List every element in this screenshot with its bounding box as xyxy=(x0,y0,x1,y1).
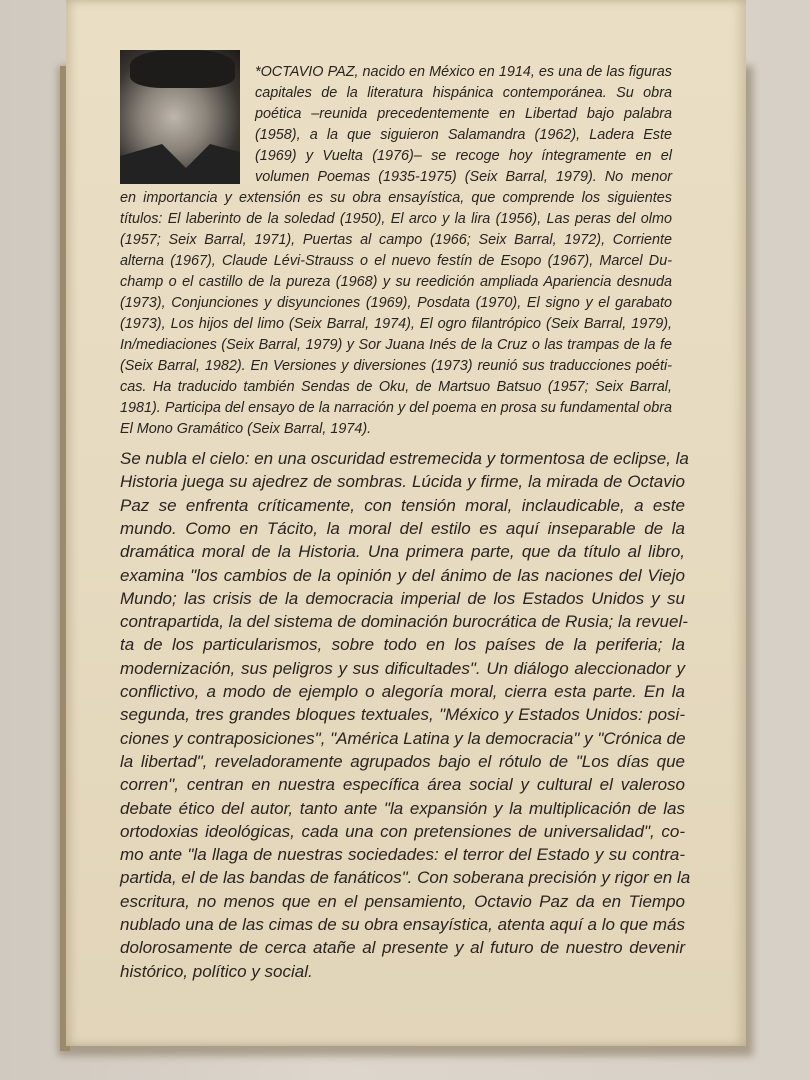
bio-line: El Mono Gramático (Seix Barral, 1974). xyxy=(120,421,372,437)
blurb-line: conflictivo, a modo de ejemplo o alegoría moral, cierra esta parte. En la xyxy=(120,682,685,701)
blurb-line: examina "los cambios de la opinión y del ánimo de las naciones del Viejo xyxy=(120,565,685,585)
bio-line: champ o el castillo de la pureza (1968) y su reedición ampliada Apariencia desnuda xyxy=(120,274,672,290)
blurb-line: escritura, no menos que en el pensamiento, Octavio Paz da en Tiempo xyxy=(120,891,685,911)
blurb-line: Mundo; las crisis de la democracia imperial de los Estados Unidos y su xyxy=(120,588,685,608)
bio-line: (1969) y Vuelta (1976)– se recoge hoy íntegramente en el xyxy=(255,148,672,164)
blurb-line: corren", centran en nuestra específica área social y cultural el valeroso xyxy=(120,775,685,795)
blurb-line: partida, el de las bandas de fanáticos". Con soberana precisión y rigor en la xyxy=(120,868,691,888)
blurb-line: histórico, político y social. xyxy=(120,961,313,981)
author-photo xyxy=(120,50,240,184)
blurb-line: Paz se enfrenta críticamente, con tensión moral, inclaudicable, a este xyxy=(120,495,685,515)
blurb-line: la libertad", reveladoramente agrupados bajo el rótulo de "Los días que xyxy=(120,751,685,771)
blurb-line: segunda, tres grandes bloques textuales, "México y Estados Unidos: posi- xyxy=(120,705,685,725)
photo-hair xyxy=(130,50,235,88)
blurb-line: ortodoxias ideológicas, cada una con pretensiones de universalidad", co- xyxy=(120,821,685,841)
bio-line: capitales de la literatura hispánica contemporánea. Su obra xyxy=(255,85,672,101)
blurb-line: ta de los particularismos, sobre todo en los países de la periferia; la xyxy=(120,635,685,655)
blurb-line: nublado una de las cimas de su obra ensayística, atenta aquí a lo que más xyxy=(120,915,685,934)
bio-line: In/mediaciones (Seix Barral, 1979) y Sor Juana Inés de la Cruz o las trampas de la fe xyxy=(120,337,672,353)
photo-shirt xyxy=(120,144,240,184)
blurb-line: ciones y contraposiciones", "América Latina y la democracia" y "Crónica de xyxy=(120,728,686,748)
blurb-line: debate ético del autor, tanto ante "la expansión y la multiplicación de las xyxy=(120,798,685,818)
bio-line: cas. Ha traducido también Sendas de Oku, de Martsuo Batsuo (1957; Seix Barral, xyxy=(120,379,672,395)
bio-line: en importancia y extensión es su obra ensayística, que comprende los siguientes xyxy=(120,190,672,206)
bio-line: poética –reunida precedentemente en Libertad bajo palabra xyxy=(255,106,672,122)
blurb-line: Historia juega su ajedrez de sombras. Lúcida y firme, la mirada de Octavio xyxy=(120,472,685,492)
bio-line: (Seix Barral, 1982). En Versiones y diversiones (1973) reunió sus traducciones poéti- xyxy=(120,358,672,374)
bio-line: alterna (1967), Claude Lévi-Strauss o el nuevo festín de Esopo (1967), Marcel Du- xyxy=(120,253,672,269)
blurb-line: mo ante "la llaga de nuestras sociedades: el terror del Estado y su contra- xyxy=(120,845,685,865)
bio-line: volumen Poemas (1935-1975) (Seix Barral, 1979). No menor xyxy=(255,169,672,185)
bio-line: títulos: El laberinto de la soledad (1950), El arco y la lira (1956), Las peras del olmo xyxy=(120,211,672,227)
bio-line: (1973), Conjunciones y disyunciones (1969), Posdata (1970), El signo y el garabato xyxy=(120,295,672,311)
blurb-line: dolorosamente de cerca atañe al presente y al futuro de nuestro devenir xyxy=(120,938,685,958)
blurb-line: contrapartida, la del sistema de dominación burocrática de Rusia; la revuel- xyxy=(120,612,688,632)
blurb-line: Se nubla el cielo: en una oscuridad estremecida y tormentosa de eclipse, la xyxy=(120,449,689,468)
blurb-line: mundo. Como en Tácito, la moral del estilo es aquí inseparable de la xyxy=(120,518,685,538)
bio-line: (1957; Seix Barral, 1971), Puertas al campo (1966; Seix Barral, 1972), Corriente xyxy=(120,232,672,248)
bio-line: 1981). Participa del ensayo de la narración y del poema en prosa su fundamental obra xyxy=(120,400,672,416)
bio-line: *OCTAVIO PAZ, nacido en México en 1914, es una de las figuras xyxy=(255,64,672,80)
blurb-line: dramática moral de la Historia. Una primera parte, que da título al libro, xyxy=(120,542,685,562)
bio-line: (1958), a la que siguieron Salamandra (1962), Ladera Este xyxy=(255,127,672,143)
blurb-line: modernización, sus peligros y sus dificultades". Un diálogo aleccionador y xyxy=(120,658,685,678)
bio-line: (1973), Los hijos del limo (Seix Barral, 1974), El ogro filantrópico (Seix Barral, 1979), xyxy=(120,316,672,332)
